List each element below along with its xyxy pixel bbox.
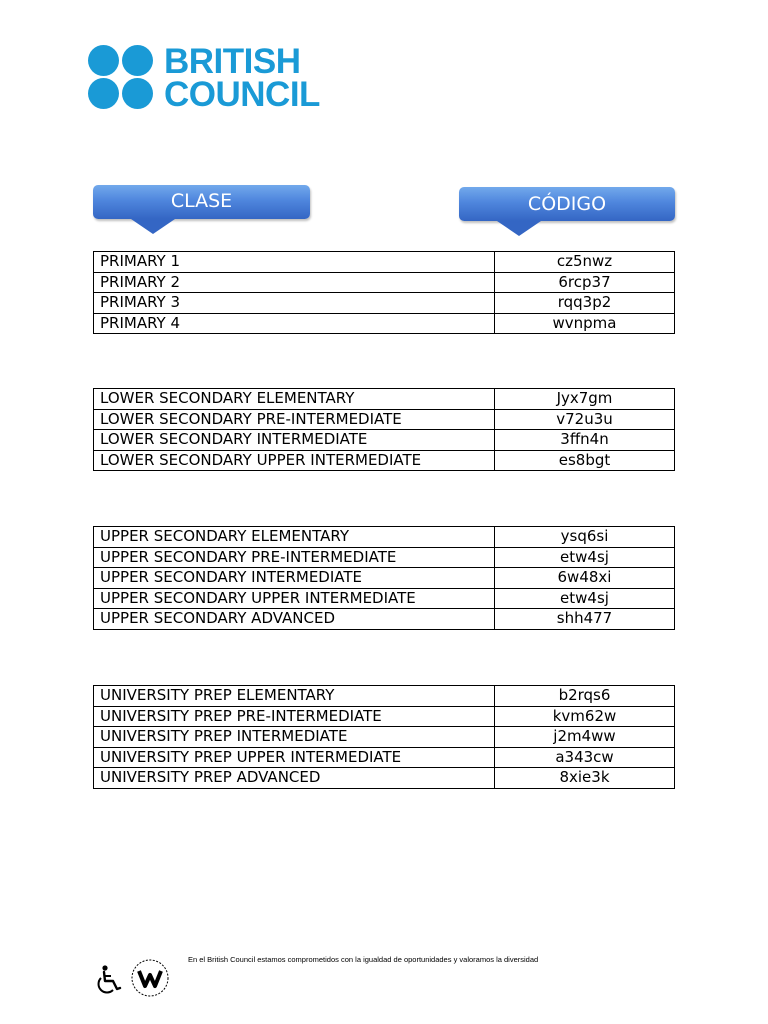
table-row <box>94 547 675 568</box>
table-row <box>94 588 675 609</box>
clase-header-label: CLASE <box>93 185 310 219</box>
clase-cell: UNIVERSITY PREP INTERMEDIATE <box>94 727 495 748</box>
clase-cell: UNIVERSITY PREP ELEMENTARY <box>94 686 495 707</box>
codigo-header-label: CÓDIGO <box>459 187 675 221</box>
primary-table <box>93 251 675 334</box>
table-row <box>94 686 675 707</box>
codigo-cell: 6rcp37 <box>495 272 675 293</box>
clase-cell: LOWER SECONDARY UPPER INTERMEDIATE <box>94 450 495 471</box>
clase-cell: UNIVERSITY PREP ADVANCED <box>94 768 495 789</box>
clase-cell: PRIMARY 3 <box>94 293 495 314</box>
table-row <box>94 252 675 273</box>
clase-cell: UPPER SECONDARY ADVANCED <box>94 609 495 630</box>
codigo-cell: v72u3u <box>495 409 675 430</box>
british-council-logo <box>88 42 328 114</box>
footer-icons <box>96 962 176 1002</box>
table-row <box>94 747 675 768</box>
codigo-cell: es8bgt <box>495 450 675 471</box>
table-row <box>94 313 675 334</box>
lower-secondary-table <box>93 388 675 471</box>
clase-cell: UNIVERSITY PREP UPPER INTERMEDIATE <box>94 747 495 768</box>
clase-cell: UPPER SECONDARY PRE-INTERMEDIATE <box>94 547 495 568</box>
clase-cell: UNIVERSITY PREP PRE-INTERMEDIATE <box>94 706 495 727</box>
table-row <box>94 727 675 748</box>
university-prep-table <box>93 685 675 789</box>
table-row <box>94 706 675 727</box>
clase-cell: PRIMARY 1 <box>94 252 495 273</box>
codigo-cell: 6w48xi <box>495 568 675 589</box>
clase-cell: UPPER SECONDARY ELEMENTARY <box>94 527 495 548</box>
clase-banner-arrow-icon <box>131 219 175 234</box>
logo-word-british: BRITISH <box>164 42 301 81</box>
codigo-cell: wvnpma <box>495 313 675 334</box>
upper-secondary-table <box>93 526 675 630</box>
positive-about-disabled-people-icon <box>130 958 170 998</box>
codigo-cell: ysq6si <box>495 527 675 548</box>
table-row <box>94 527 675 548</box>
codigo-cell: shh477 <box>495 609 675 630</box>
codigo-cell: Jyx7gm <box>495 389 675 410</box>
wheelchair-icon <box>96 964 126 996</box>
clase-cell: LOWER SECONDARY INTERMEDIATE <box>94 430 495 451</box>
logo-word-council: COUNCIL <box>164 75 320 114</box>
codigo-cell: j2m4ww <box>495 727 675 748</box>
codigo-cell: a343cw <box>495 747 675 768</box>
clase-cell: UPPER SECONDARY UPPER INTERMEDIATE <box>94 588 495 609</box>
codigo-cell: b2rqs6 <box>495 686 675 707</box>
table-row <box>94 568 675 589</box>
codigo-header-banner <box>459 187 675 237</box>
table-row <box>94 272 675 293</box>
table-row <box>94 293 675 314</box>
codigo-cell: cz5nwz <box>495 252 675 273</box>
logo-dots-icon <box>88 45 154 109</box>
table-row <box>94 609 675 630</box>
clase-cell: UPPER SECONDARY INTERMEDIATE <box>94 568 495 589</box>
codigo-cell: etw4sj <box>495 547 675 568</box>
clase-cell: PRIMARY 4 <box>94 313 495 334</box>
table-row <box>94 768 675 789</box>
table-row <box>94 409 675 430</box>
table-row <box>94 450 675 471</box>
codigo-cell: 3ffn4n <box>495 430 675 451</box>
codigo-cell: etw4sj <box>495 588 675 609</box>
table-row <box>94 430 675 451</box>
clase-header-banner <box>93 185 310 235</box>
codigo-cell: rqq3p2 <box>495 293 675 314</box>
codigo-banner-arrow-icon <box>497 221 541 236</box>
table-row <box>94 389 675 410</box>
clase-cell: LOWER SECONDARY PRE-INTERMEDIATE <box>94 409 495 430</box>
codigo-cell: kvm62w <box>495 706 675 727</box>
diversity-statement: En el British Council estamos comprometidos con la igualdad de oportunidades y valoramos la diversidad <box>188 955 539 964</box>
clase-cell: PRIMARY 2 <box>94 272 495 293</box>
codigo-cell: 8xie3k <box>495 768 675 789</box>
clase-cell: LOWER SECONDARY ELEMENTARY <box>94 389 495 410</box>
